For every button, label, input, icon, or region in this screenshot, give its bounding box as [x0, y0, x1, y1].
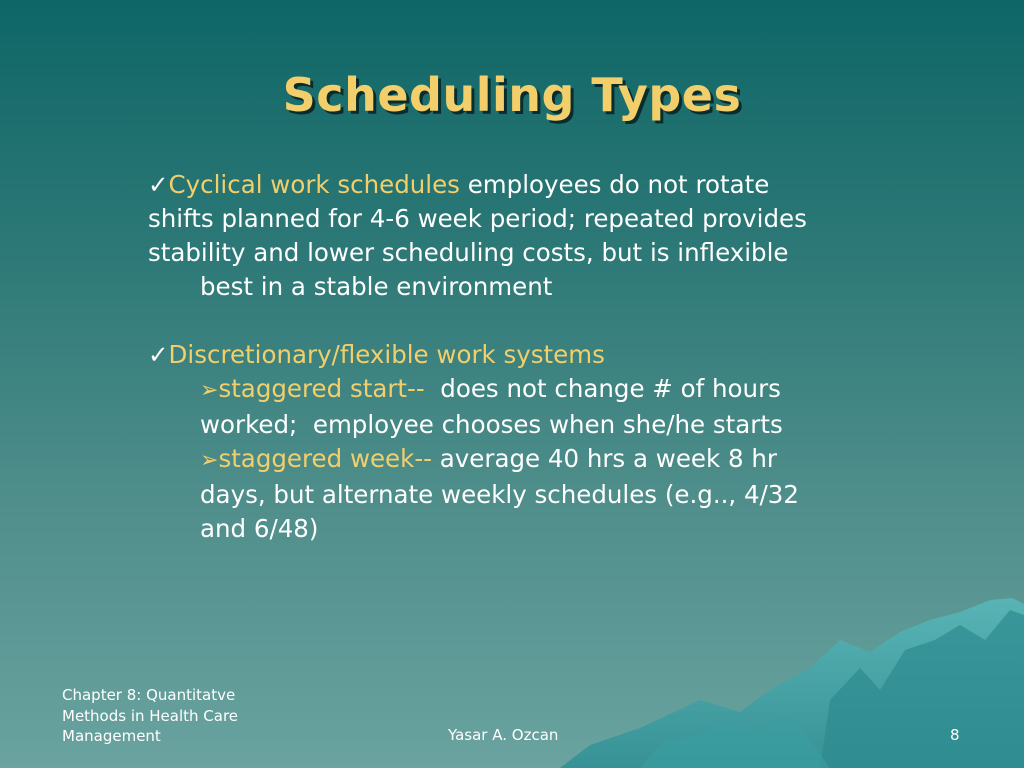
subitem-staggered-start — [148, 372, 938, 442]
subitem-text: does not change # of hours — [424, 374, 781, 403]
bullet-cyclical — [148, 168, 938, 304]
page-number: 8 — [950, 726, 960, 744]
subitem-highlight: staggered week-- — [218, 444, 432, 473]
bullet-highlight: Cyclical work schedules — [168, 170, 460, 199]
bullet-text: stability and lower scheduling costs, but is inflexible — [148, 238, 789, 267]
footer-line: Methods in Health Care — [62, 706, 239, 725]
subitem-text: days, but alternate weekly schedules (e.g.., 4/32 — [200, 480, 799, 509]
subitem-text: worked; employee chooses when she/he starts — [200, 410, 783, 439]
bullet-text: shifts planned for 4-6 week period; repeated provides — [148, 204, 807, 233]
footer-line: Chapter 8: Quantitatve — [62, 686, 236, 704]
bullet-text: employees do not rotate — [459, 170, 770, 199]
arrow-bullet-icon: ➢ — [200, 378, 219, 403]
subitem-text: and 6/48) — [200, 514, 319, 543]
bullet-highlight: Discretionary/flexible work systems — [168, 340, 605, 369]
footer-line: Management — [62, 727, 161, 745]
subitem-highlight: staggered start-- — [218, 374, 425, 403]
slide-title: Scheduling Types — [282, 68, 742, 122]
subitem-staggered-week — [148, 442, 938, 546]
arrow-bullet-icon: ➢ — [200, 448, 219, 473]
checkmark-icon: ✓ — [148, 340, 169, 369]
footer-author: Yasar A. Ozcan — [448, 726, 559, 744]
footer-chapter — [62, 685, 292, 747]
checkmark-icon: ✓ — [148, 170, 169, 199]
bullet-text: best in a stable environment — [200, 272, 553, 301]
slide-body — [148, 168, 938, 580]
bullet-discretionary — [148, 338, 938, 546]
subitem-text: average 40 hrs a week 8 hr — [432, 444, 777, 473]
